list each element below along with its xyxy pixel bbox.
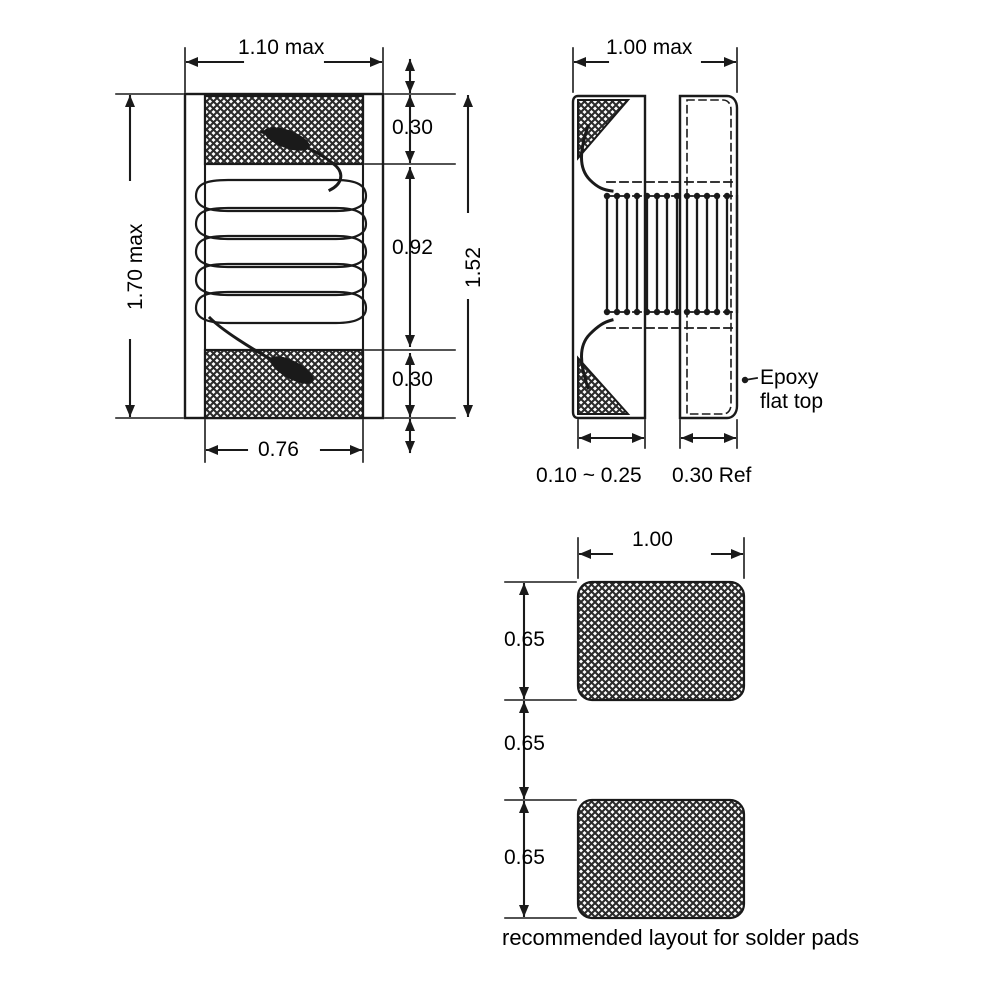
lead-width-dim-label: 0.10 ~ 0.25	[536, 464, 642, 487]
pad-gap-dim-label: 0.65	[504, 732, 545, 755]
pad-height-top-dim-label: 0.65	[504, 628, 545, 651]
core-width-dim-label: 0.76	[258, 438, 299, 461]
epoxy-note-line2: flat top	[760, 390, 824, 413]
pad-height-bottom-dim-label: 0.65	[504, 846, 545, 869]
terminal-bottom-dim-label: 0.30	[392, 368, 433, 391]
side-view-width-label: 1.00 max	[606, 36, 693, 59]
front-view-width-label: 1.10 max	[238, 36, 325, 59]
solder-pad-caption: recommended layout for solder pads	[502, 925, 860, 950]
overall-body-dim-label: 1.52	[462, 247, 485, 288]
pad-width-dim-label: 1.00	[632, 528, 673, 551]
coil-span-dim-label: 0.92	[392, 236, 433, 259]
front-view-height-label: 1.70 max	[124, 223, 147, 310]
epoxy-note-line1: Epoxy	[760, 366, 819, 389]
ref-width-dim-label: 0.30 Ref	[672, 464, 752, 487]
terminal-top-dim-label: 0.30	[392, 116, 433, 139]
